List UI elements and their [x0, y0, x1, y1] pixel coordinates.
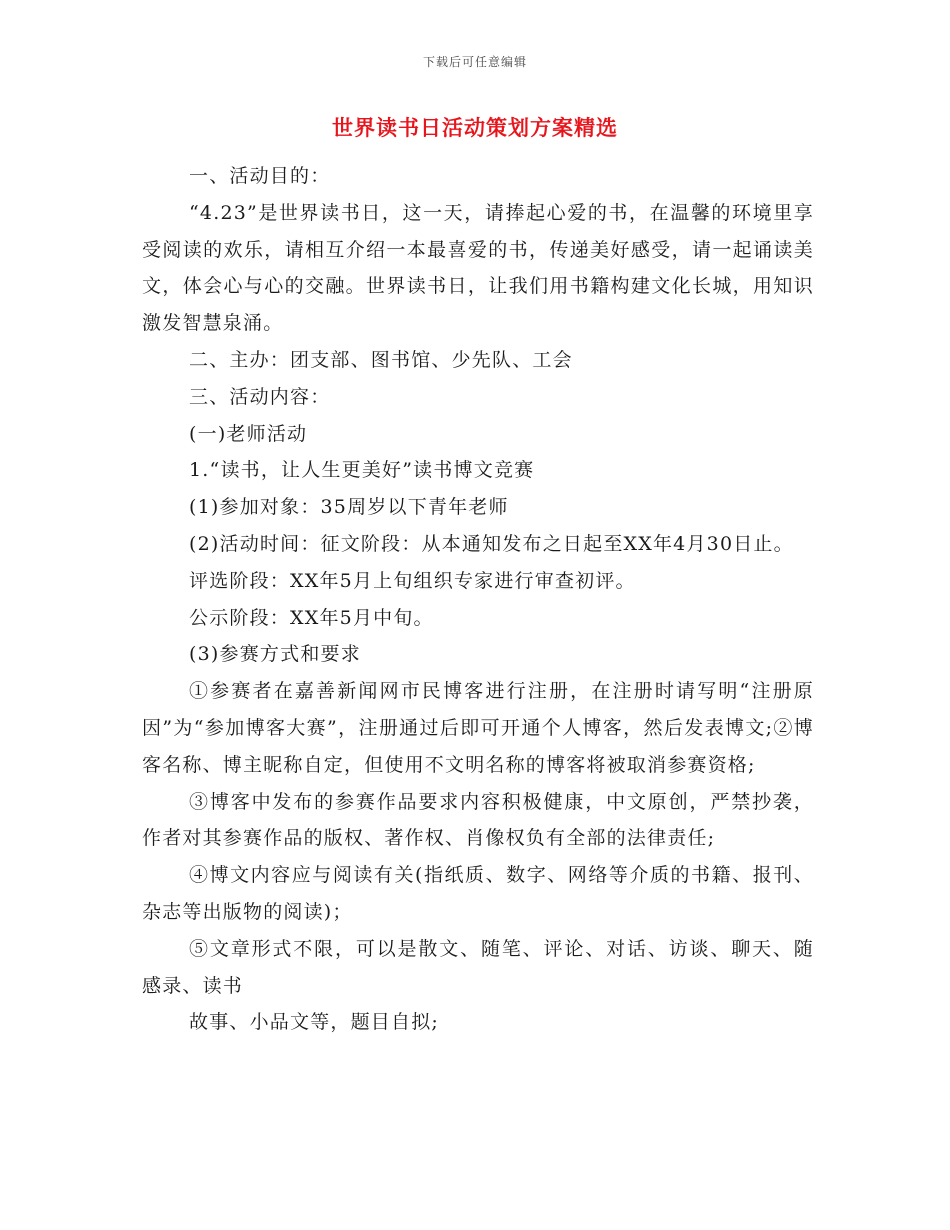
item-activity-time: (2)活动时间：征文阶段：从本通知发布之日起至XX年4月30日止。 — [189, 532, 794, 555]
rule-4: ④博文内容应与阅读有关(指纸质、数字、网络等介质的书籍、报刊、杂志等出版物的阅读)； — [142, 864, 814, 923]
rule-3: ③博客中发布的参赛作品要求内容积极健康，中文原创，严禁抄袭，作者对其参赛作品的版权、著作权、肖像权负有全部的法律责任; — [142, 790, 814, 850]
rule-5-continued: 故事、小品文等，题目自拟; — [189, 1011, 440, 1034]
rule-5: ⑤文章形式不限，可以是散文、随笔、评论、对话、访谈、聊天、随感录、读书 — [142, 937, 814, 997]
section-heading-content: 三、活动内容： — [189, 385, 331, 408]
item-review-stage: 评选阶段：XX年5月上旬组织专家进行审查初评。 — [189, 569, 636, 592]
item-publicity-stage: 公示阶段：XX年5月中旬。 — [189, 606, 434, 629]
paragraph-intro: “4.23”是世界读书日，这一天，请捧起心爱的书，在温馨的环境里享受阅读的欢乐，请相互介绍一本最喜爱的书，传递美好感受，请一起诵读美文，体会心与心的交融。世界读书日，让我们用书籍构建文化长城，用知识激发智慧泉涌。 — [142, 201, 814, 335]
item-blog-contest: 1.“读书，让人生更美好”读书博文竞赛 — [189, 459, 535, 482]
subsection-heading-teachers: (一)老师活动 — [189, 422, 308, 445]
header-note: 下载后可任意编辑 — [422, 55, 527, 69]
rule-1-2: ①参赛者在嘉善新闻网市民博客进行注册，在注册时请写明“注册原因”为“参加博客大赛”，注册通过后即可开通个人博客，然后发表博文;②博客名称、博主昵称自定，但使用不文明名称的博客将被取消参赛资格; — [142, 680, 814, 776]
document-title: 世界读书日活动策划方案精选 — [332, 116, 618, 140]
item-rules-heading: (3)参赛方式和要求 — [189, 643, 361, 666]
section-heading-organizers: 二、主办：团支部、图书馆、少先队、工会 — [189, 348, 573, 371]
item-participants: (1)参加对象：35周岁以下青年老师 — [189, 496, 509, 519]
document-body — [142, 158, 814, 1041]
section-heading-purpose: 一、活动目的： — [189, 165, 331, 187]
